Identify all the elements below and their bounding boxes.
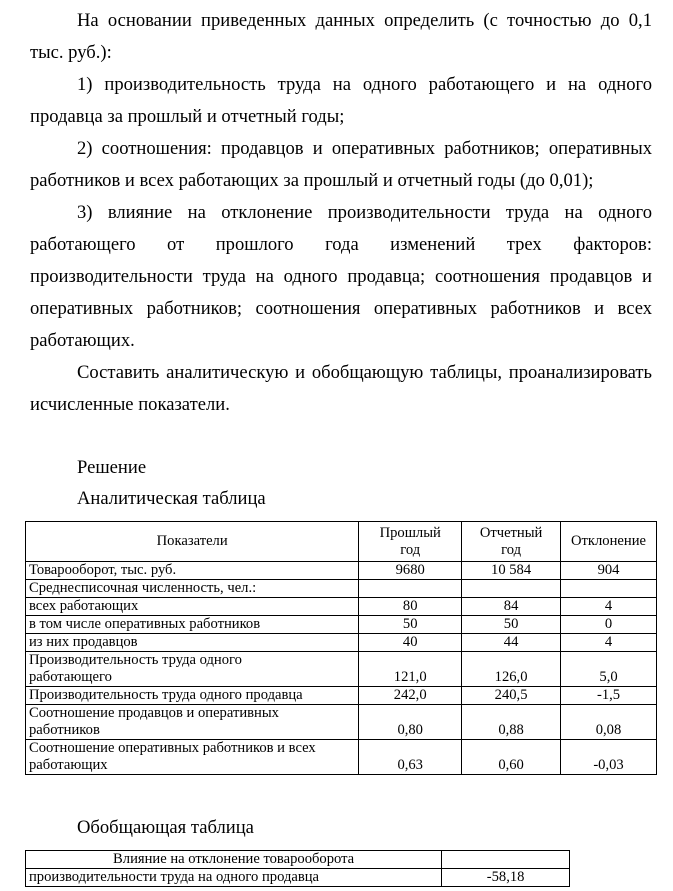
table-row xyxy=(26,634,657,652)
row-label xyxy=(26,740,359,775)
row-label xyxy=(26,652,359,687)
header-current-year xyxy=(462,522,561,562)
current-year-value: 50 xyxy=(462,616,561,634)
row-label xyxy=(26,687,359,705)
summary-header-empty xyxy=(442,851,570,869)
row-label-text: Среднесписочная численность, чел.: xyxy=(29,580,257,596)
header-indicator: Показатели xyxy=(26,522,359,562)
current-year-value: 0,88 xyxy=(462,705,561,740)
paragraph-line: 1) производительность труда на одного работающего и на одного xyxy=(77,74,652,95)
previous-year-value: 50 xyxy=(359,616,462,634)
paragraph-line: работающего от прошлого года изменений трех факторов: xyxy=(30,234,652,255)
row-label-text: Производительность труда одного продавца xyxy=(29,687,303,703)
row-label-text: Товарооборот, тыс. руб. xyxy=(29,562,177,578)
header-text: Прошлый xyxy=(379,524,441,541)
analytic-table-title: Аналитическая таблица xyxy=(77,488,266,509)
deviation-value: 0 xyxy=(561,616,657,634)
paragraph-line: 2) соотношения: продавцов и оперативных работников; оперативных xyxy=(77,138,652,159)
deviation-value xyxy=(561,580,657,598)
factor-value: -58,18 xyxy=(442,869,570,887)
paragraph-line: На основании приведенных данных определить (с точностью до 0,1 xyxy=(77,10,652,31)
table-row xyxy=(26,580,657,598)
previous-year-value: 40 xyxy=(359,634,462,652)
row-label xyxy=(26,634,359,652)
row-label-text: Соотношение оперативных работников и всех xyxy=(29,740,316,756)
header-text: год xyxy=(501,541,522,558)
factor-label: производительности труда на одного продавца xyxy=(26,869,442,887)
deviation-value: -0,03 xyxy=(561,740,657,775)
header-deviation: Отклонение xyxy=(561,522,657,562)
row-label-text: из них продавцов xyxy=(29,634,138,650)
previous-year-value: 121,0 xyxy=(359,652,462,687)
paragraph-line: 3) влияние на отклонение производительности труда на одного xyxy=(77,202,652,223)
analytic-table xyxy=(25,521,657,775)
row-label xyxy=(26,580,359,598)
row-label xyxy=(26,598,359,616)
summary-header: Влияние на отклонение товарооборота xyxy=(26,851,442,869)
table-header-row xyxy=(26,851,570,869)
current-year-value xyxy=(462,580,561,598)
current-year-value: 84 xyxy=(462,598,561,616)
row-label-text: Производительность труда одного xyxy=(29,652,242,668)
current-year-value: 126,0 xyxy=(462,652,561,687)
previous-year-value: 9680 xyxy=(359,562,462,580)
header-text: год xyxy=(400,541,421,558)
paragraph-line: оперативных работников; соотношения оперативных работников и всех xyxy=(30,298,652,319)
table-header-row xyxy=(26,522,657,562)
row-label-text: работающих xyxy=(29,757,108,773)
deviation-value: 904 xyxy=(561,562,657,580)
current-year-value: 0,60 xyxy=(462,740,561,775)
summary-table xyxy=(25,850,570,887)
header-text: Отчетный xyxy=(479,524,543,541)
previous-year-value xyxy=(359,580,462,598)
deviation-value: 0,08 xyxy=(561,705,657,740)
solution-heading: Решение xyxy=(77,457,147,478)
table-row xyxy=(26,562,657,580)
table-row xyxy=(26,616,657,634)
row-label xyxy=(26,616,359,634)
previous-year-value: 242,0 xyxy=(359,687,462,705)
previous-year-value: 0,80 xyxy=(359,705,462,740)
row-label-text: Соотношение продавцов и оперативных xyxy=(29,705,279,721)
table-row xyxy=(26,652,657,687)
paragraph-line: производительности труда на одного продавца; соотношения продавцов и xyxy=(30,266,652,287)
paragraph-line: продавца за прошлый и отчетный годы; xyxy=(30,106,345,127)
current-year-value: 240,5 xyxy=(462,687,561,705)
summary-table-body xyxy=(26,869,570,887)
header-previous-year xyxy=(359,522,462,562)
analytic-table-body xyxy=(26,562,657,775)
current-year-value: 10 584 xyxy=(462,562,561,580)
row-label-text: всех работающих xyxy=(29,598,139,614)
paragraph-line: тыс. руб.): xyxy=(30,42,112,63)
row-label xyxy=(26,705,359,740)
previous-year-value: 0,63 xyxy=(359,740,462,775)
deviation-value: -1,5 xyxy=(561,687,657,705)
summary-table-title: Обобщающая таблица xyxy=(77,817,254,838)
deviation-value: 5,0 xyxy=(561,652,657,687)
table-row xyxy=(26,740,657,775)
current-year-value: 44 xyxy=(462,634,561,652)
row-label-text: работников xyxy=(29,722,100,738)
paragraph-line: работающих. xyxy=(30,330,135,351)
table-row xyxy=(26,705,657,740)
paragraph-line: исчисленные показатели. xyxy=(30,394,230,415)
row-label-text: в том числе оперативных работников xyxy=(29,616,261,632)
deviation-value: 4 xyxy=(561,598,657,616)
table-row xyxy=(26,869,570,887)
row-label-text: работающего xyxy=(29,669,112,685)
row-label xyxy=(26,562,359,580)
deviation-value: 4 xyxy=(561,634,657,652)
previous-year-value: 80 xyxy=(359,598,462,616)
paragraph-line: Составить аналитическую и обобщающую таблицы, проанализировать xyxy=(77,362,652,383)
table-row xyxy=(26,687,657,705)
paragraph-line: работников и всех работающих за прошлый и отчетный годы (до 0,01); xyxy=(30,170,594,191)
table-row xyxy=(26,598,657,616)
